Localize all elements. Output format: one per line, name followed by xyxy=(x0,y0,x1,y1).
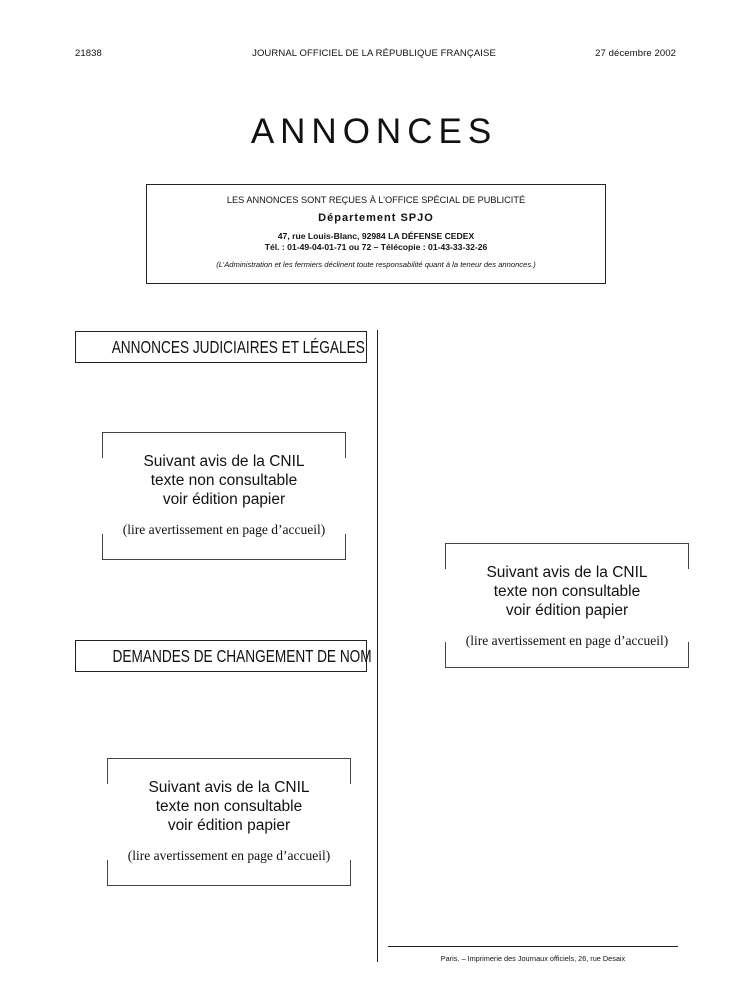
cnil-line: Suivant avis de la CNIL xyxy=(148,779,310,796)
cnil-notice-box xyxy=(107,758,351,886)
notice-intro: LES ANNONCES SONT REÇUES À L’OFFICE SPÉCIAL DE PUBLICITÉ xyxy=(226,195,526,205)
cnil-line: voir édition papier xyxy=(162,491,286,508)
notice-address: 47, rue Louis-Blanc, 92984 LA DÉFENSE CEDEX xyxy=(277,231,475,242)
page-title: ANNONCES xyxy=(250,112,498,151)
section-heading-judiciaires xyxy=(75,331,367,363)
cnil-line: texte non consultable xyxy=(150,472,298,489)
publicity-notice-box xyxy=(146,184,606,284)
journal-title: JOURNAL OFFICIEL DE LA RÉPUBLIQUE FRANÇAISE xyxy=(252,48,496,59)
cnil-line: Suivant avis de la CNIL xyxy=(143,453,305,470)
notice-disclaimer: (L’Administration et les fermiers déclinent toute responsabilité quant à la teneur des annonces.) xyxy=(216,259,536,269)
cnil-warning: (lire avertissement en page d’accueil) xyxy=(465,633,669,648)
cnil-line: voir édition papier xyxy=(167,817,291,834)
cnil-notice-box xyxy=(102,432,346,560)
footer-rule xyxy=(388,946,678,947)
cnil-line: voir édition papier xyxy=(505,602,629,619)
section-heading-changement-nom xyxy=(75,640,372,672)
cnil-warning: (lire avertissement en page d’accueil) xyxy=(122,522,326,537)
cnil-warning: (lire avertissement en page d’accueil) xyxy=(127,848,331,863)
notice-department: Département SPJO xyxy=(318,211,434,224)
column-divider xyxy=(377,330,378,962)
page-number: 21838 xyxy=(75,48,102,59)
section-heading-label: DEMANDES DE CHANGEMENT DE NOM xyxy=(112,646,372,666)
cnil-line: texte non consultable xyxy=(493,583,641,600)
cnil-notice-box xyxy=(445,543,689,668)
notice-phone: Tél. : 01-49-04-01-71 ou 72 – Télécopie : 01-43-33-32-26 xyxy=(264,241,488,252)
cnil-line: texte non consultable xyxy=(155,798,303,815)
cnil-line: Suivant avis de la CNIL xyxy=(486,564,648,581)
printer-footer: Paris. – Imprimerie des Journaux officiels, 26, rue Desaix xyxy=(440,954,626,963)
section-heading-label: ANNONCES JUDICIAIRES ET LÉGALES xyxy=(111,337,365,357)
issue-date: 27 décembre 2002 xyxy=(595,48,676,59)
